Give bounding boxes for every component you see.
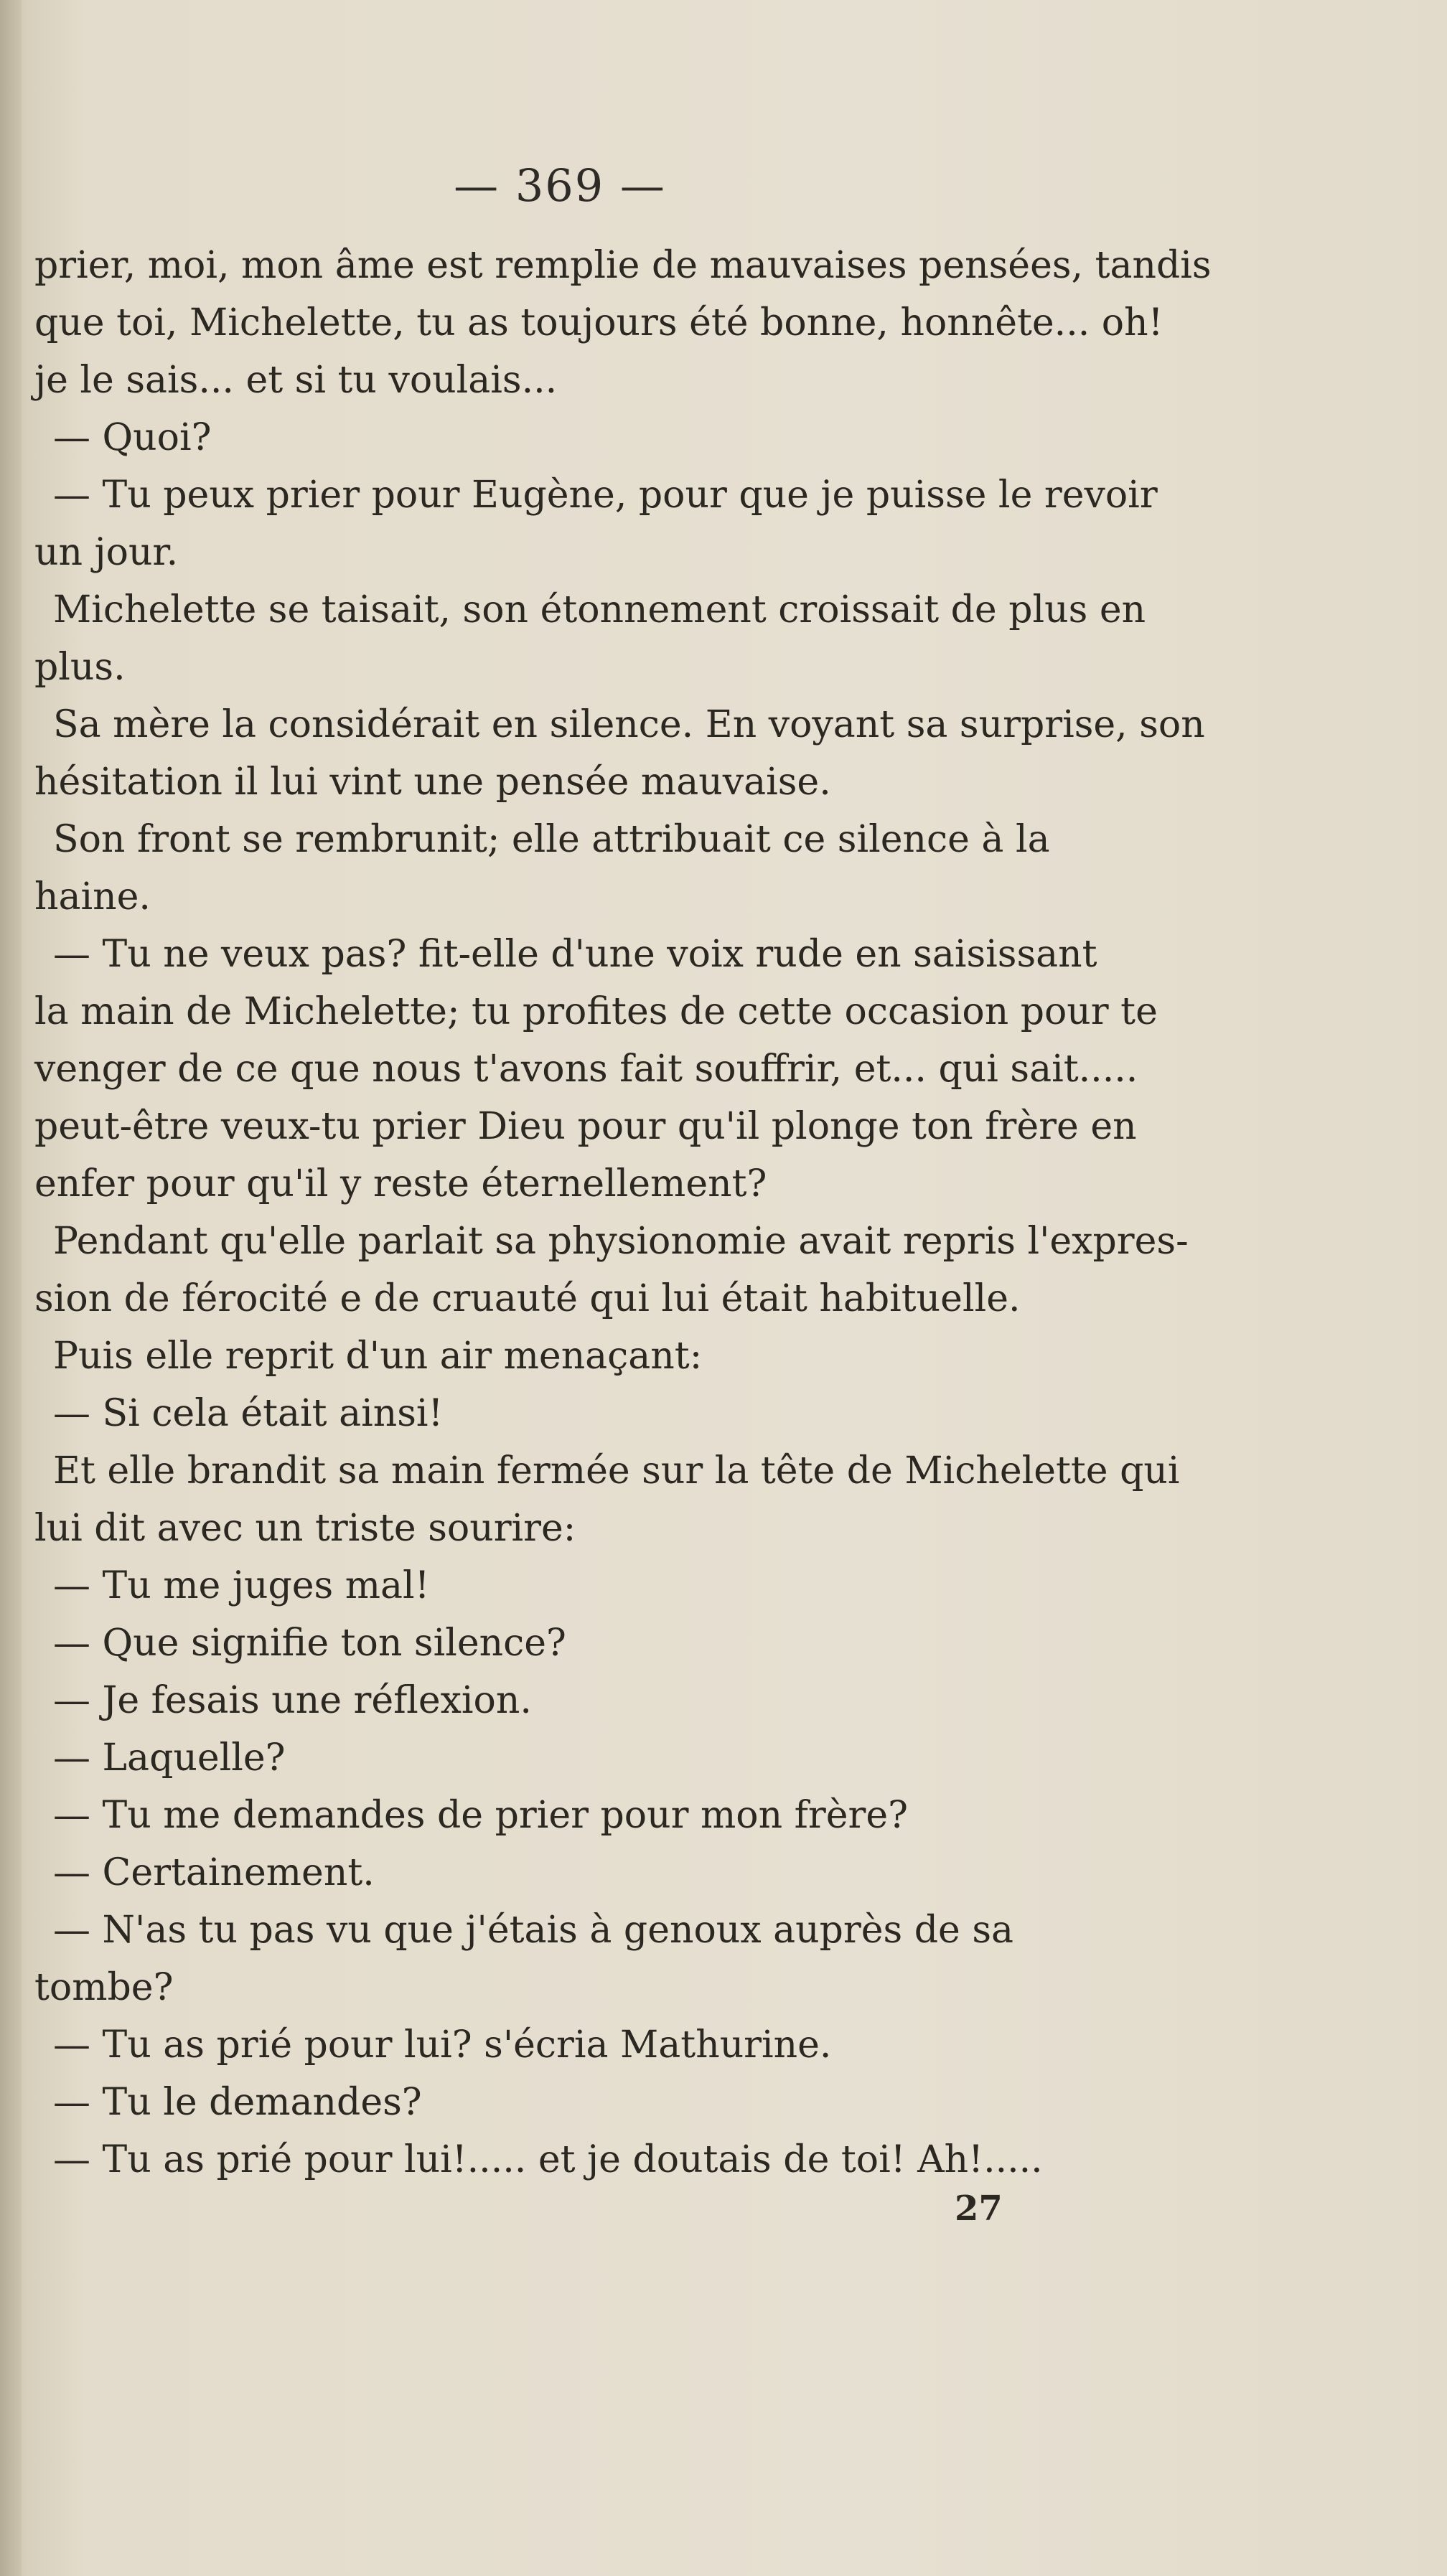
signature-mark: 27 [955,2189,1003,2229]
text-line: venger de ce que nous t'avons fait souffrir, et... qui sait..... [34,1048,1138,1091]
text-line: — Que signifie ton silence? [53,1622,566,1665]
text-line: — Si cela était ainsi! [53,1392,444,1435]
text-line: Son front se rembrunit; elle attribuait ce silence à la [53,818,1050,861]
text-line: un jour. [34,531,179,574]
text-line: lui dit avec un triste sourire: [34,1507,576,1550]
text-line: la main de Michelette; tu profites de cette occasion pour te [34,990,1158,1033]
text-line: plus. [34,646,126,689]
text-line: que toi, Michelette, tu as toujours été bonne, honnête... oh! [34,301,1163,344]
text-line: — Tu me juges mal! [53,1564,430,1607]
text-line: Puis elle reprit d'un air menaçant: [53,1335,703,1378]
text-line: Michelette se taisait, son étonnement croissait de plus en [53,588,1146,631]
text-line: — Tu ne veux pas? fit-elle d'une voix rude en saisissant [53,933,1097,976]
text-line: tombe? [34,1966,174,2009]
text-line: Et elle brandit sa main fermée sur la tête de Michelette qui [53,1449,1180,1493]
text-line: sion de férocité e de cruauté qui lui était habituelle. [34,1277,1021,1320]
text-line: — Tu le demandes? [53,2081,422,2124]
text-line: — Je fesais une réflexion. [53,1679,532,1722]
text-line: — Certainement. [53,1851,375,1894]
body-text [34,237,1212,2189]
text-line: — Laquelle? [53,1736,286,1780]
text-line: — Quoi? [53,416,212,459]
page-gutter [0,0,22,2576]
text-line: peut-être veux-tu prier Dieu pour qu'il plonge ton frère en [34,1105,1137,1148]
text-line: — Tu as prié pour lui!..... et je doutais de toi! Ah!..... [53,2138,1043,2181]
text-line: je le sais... et si tu voulais... [34,359,558,402]
page-number: — 369 — [454,159,666,212]
text-line: haine. [34,875,151,918]
text-line: — Tu me demandes de prier pour mon frère? [53,1794,908,1837]
text-line: hésitation il lui vint une pensée mauvaise. [34,761,831,804]
text-line: enfer pour qu'il y reste éternellement? [34,1162,767,1205]
text-line: — Tu as prié pour lui? s'écria Mathurine. [53,2023,832,2067]
text-line: Sa mère la considérait en silence. En voyant sa surprise, son [53,703,1205,746]
text-line: prier, moi, mon âme est remplie de mauvaises pensées, tandis [34,244,1212,287]
text-line: — Tu peux prier pour Eugène, pour que je puisse le revoir [53,474,1158,517]
text-line: Pendant qu'elle parlait sa physionomie avait repris l'expres- [53,1220,1189,1263]
text-line: — N'as tu pas vu que j'étais à genoux auprès de sa [53,1909,1014,1952]
